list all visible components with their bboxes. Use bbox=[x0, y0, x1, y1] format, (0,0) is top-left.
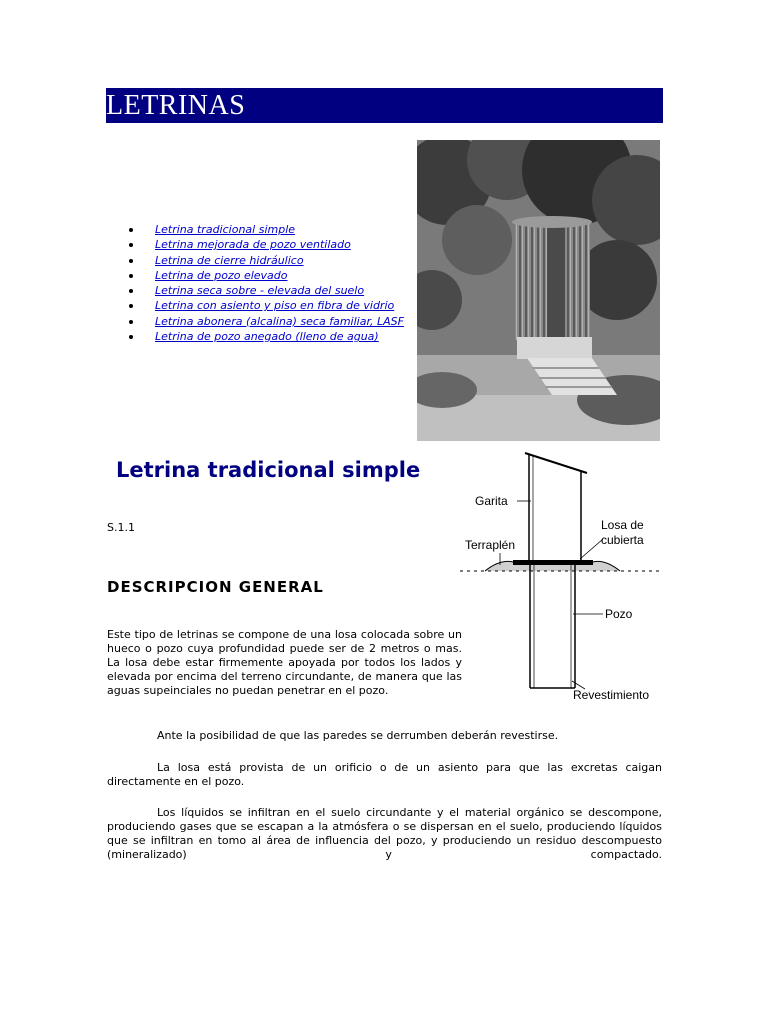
latrine-type-list bbox=[126, 222, 404, 344]
label-garita: Garita bbox=[475, 494, 508, 508]
section-code: S.1.1 bbox=[107, 521, 135, 534]
list-item bbox=[126, 298, 404, 313]
label-losa-line1: Losa de bbox=[601, 518, 644, 532]
roof-line bbox=[525, 453, 587, 473]
link-letrina-mejorada[interactable]: Letrina mejorada de pozo ventilado bbox=[155, 238, 351, 252]
link-letrina-pozo-elevado[interactable]: Letrina de pozo elevado bbox=[155, 268, 288, 282]
link-letrina-pozo-anegado[interactable]: Letrina de pozo anegado (lleno de agua) bbox=[155, 330, 379, 344]
latrine-photo-image bbox=[417, 140, 660, 441]
section-title: Letrina tradicional simple bbox=[116, 458, 421, 482]
latrine-photo bbox=[417, 140, 660, 441]
list-item bbox=[126, 237, 404, 252]
list-item bbox=[126, 314, 404, 329]
descripcion-heading: DESCRIPCION GENERAL bbox=[107, 578, 324, 596]
list-item bbox=[126, 329, 404, 344]
label-losa-line2: cubierta bbox=[601, 533, 644, 547]
paragraph-4: Los líquidos se infiltran en el suelo circundante y el material orgánico se descompone, produciendo gases que se escapan a la atmósfera o se dispersan en el suelo, produciendo líquidos que se infiltran en tomo al área de influencia del pozo, y produciendo un residuo descompuesto (mineralizado) y compactado. bbox=[107, 806, 662, 861]
list-item bbox=[126, 253, 404, 268]
paragraph-3: La losa está provista de un orificio o de un asiento para que las excretas caigan directamente en el pozo. bbox=[107, 761, 662, 788]
losa-slab bbox=[513, 560, 593, 565]
link-letrina-fibra-vidrio[interactable]: Letrina con asiento y piso en fibra de vidrio bbox=[155, 299, 395, 313]
label-pozo: Pozo bbox=[605, 607, 633, 621]
link-letrina-seca-elevada[interactable]: Letrina seca sobre - elevada del suelo bbox=[155, 284, 365, 298]
paragraph-1: Este tipo de letrinas se compone de una losa colocada sobre un hueco o pozo cuya profundidad puede ser de 2 metros o mas. La losa debe estar firmemente apoyada por todos los lados y elevada por encima del terreno circundante, de manera que las aguas supeinciales no puedan penetrar en el pozo. bbox=[107, 628, 462, 697]
label-revestimiento: Revestimiento bbox=[573, 688, 650, 702]
list-item bbox=[126, 283, 404, 298]
list-item bbox=[126, 222, 404, 237]
paragraph-2: Ante la posibilidad de que las paredes se derrumben deberán revestirse. bbox=[157, 729, 559, 742]
pointer-losa bbox=[580, 539, 603, 559]
list-item bbox=[126, 268, 404, 283]
title-banner bbox=[106, 88, 663, 123]
latrine-diagram bbox=[455, 443, 665, 708]
link-letrina-abonera[interactable]: Letrina abonera (alcalina) seca familiar, LASF bbox=[155, 314, 404, 328]
label-terraplen: Terraplén bbox=[465, 538, 516, 552]
page-title: LETRINAS bbox=[106, 90, 246, 121]
link-letrina-cierre-hidraulico[interactable]: Letrina de cierre hidráulico bbox=[155, 253, 304, 267]
link-letrina-tradicional-simple[interactable]: Letrina tradicional simple bbox=[155, 223, 296, 236]
